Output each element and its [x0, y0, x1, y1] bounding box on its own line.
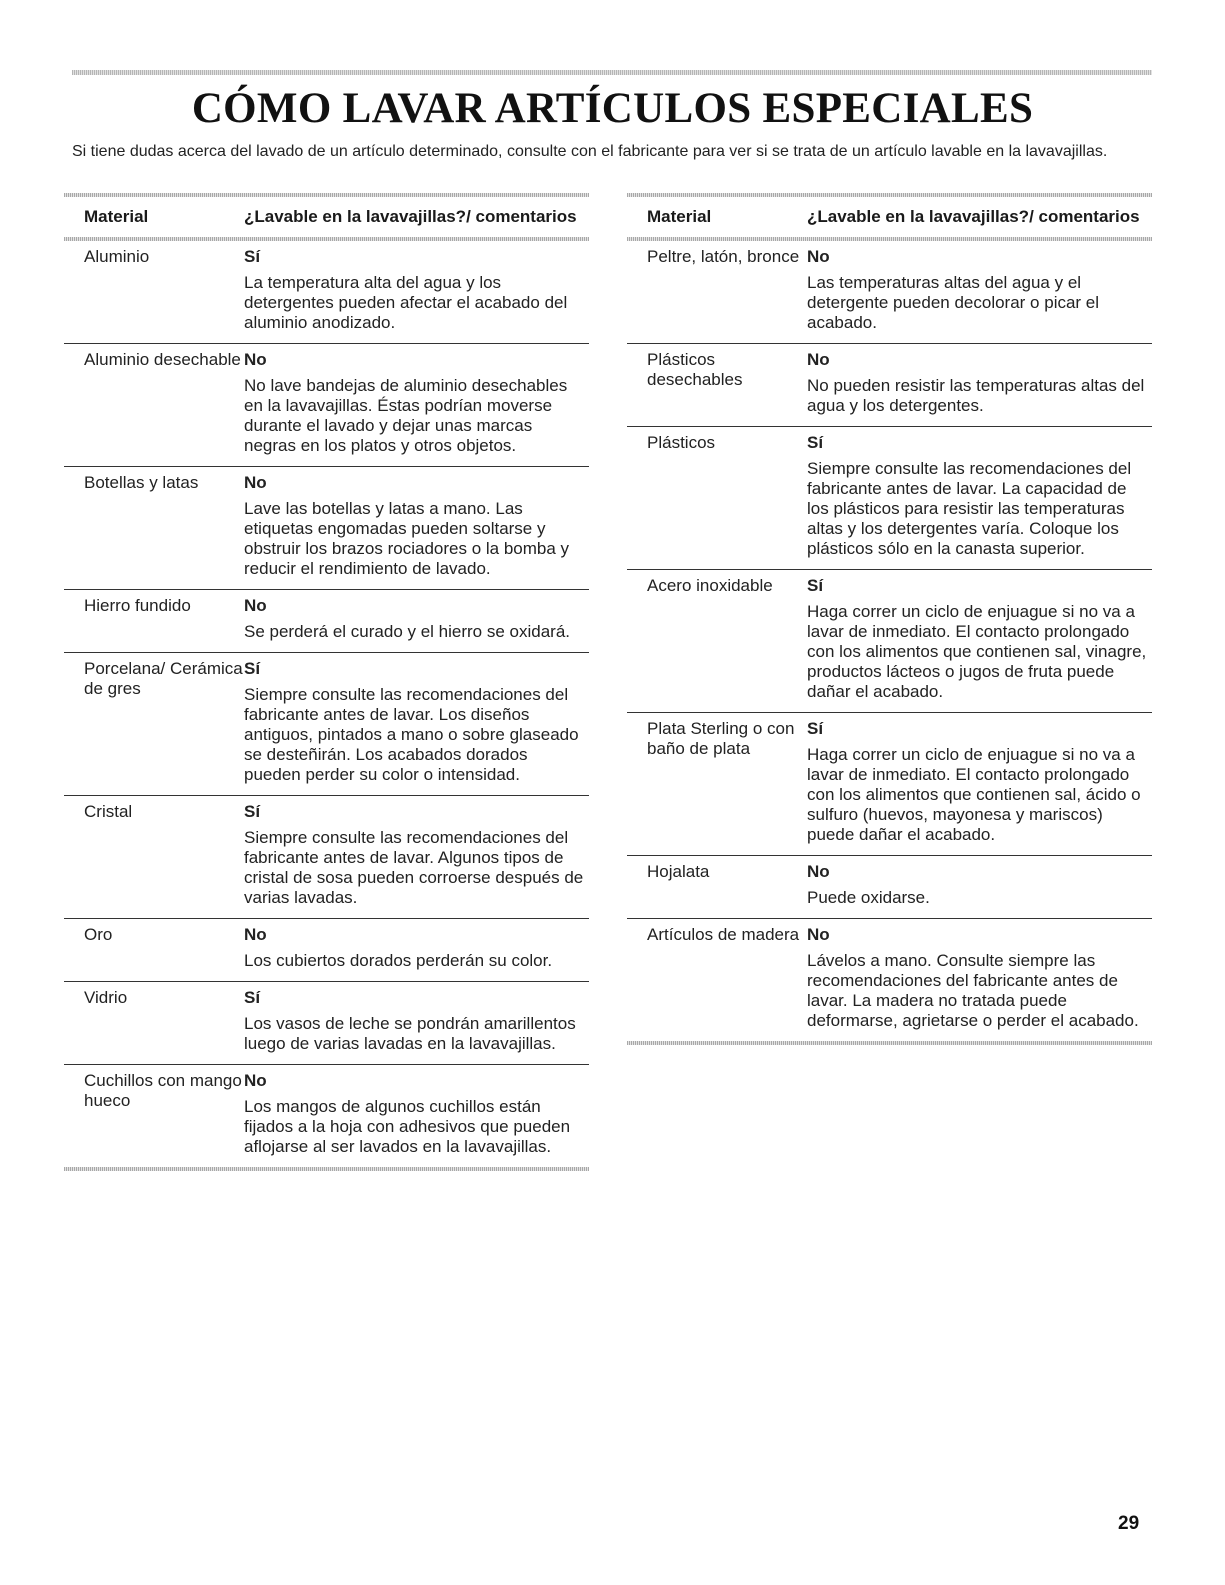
- comment-cell: [807, 433, 1147, 559]
- comment-text: Siempre consulte las recomendaciones del fabricante antes de lavar. Los diseños antiguos, pintados a mano o sobre glaseado se desteñirán. Los acabados dorados pueden perder su color o intensidad.: [244, 685, 579, 784]
- dishwasher-safe-verdict: Sí: [807, 576, 824, 595]
- table-bottom-rule: [64, 1167, 589, 1171]
- table-bottom-rule: [627, 1041, 1152, 1045]
- table-row: [627, 856, 1152, 919]
- material-cell: Peltre, latón, bronce: [647, 247, 800, 266]
- material-cell: Cuchillos con mango hueco: [84, 1071, 242, 1110]
- material-cell: Hojalata: [647, 862, 710, 881]
- comment-cell: [807, 925, 1147, 1031]
- material-cell: Acero inoxidable: [647, 576, 773, 595]
- comment-cell: [244, 988, 584, 1054]
- comment-text: Se perderá el curado y el hierro se oxidará.: [244, 622, 571, 641]
- material-cell: Plata Sterling o con baño de plata: [647, 719, 795, 758]
- top-dotted-rule: [72, 70, 1152, 75]
- page-title: CÓMO LAVAR ARTÍCULOS ESPECIALES: [191, 85, 1034, 132]
- comment-text: Siempre consulte las recomendaciones del fabricante antes de lavar. Algunos tipos de cristal de sosa pueden corroerse después de varias lavadas.: [244, 828, 584, 907]
- comment-cell: [244, 925, 584, 971]
- material-cell: Botellas y latas: [84, 473, 199, 492]
- comment-text: Lávelos a mano. Consulte siempre las recomendaciones del fabricante antes de lavar. La madera no tratada puede deformarse, agrietarse o perder el acabado.: [807, 951, 1139, 1030]
- header-material: Material: [84, 207, 149, 226]
- comment-text: Haga correr un ciclo de enjuague si no va a lavar de inmediato. El contacto prolongado con los alimentos que contienen sal, vinagre, productos lácteos o jugos de fruta puede dañar el acabado.: [807, 602, 1147, 701]
- material-cell: Plásticos: [647, 433, 716, 452]
- table-row: [64, 590, 589, 653]
- comment-text: Haga correr un ciclo de enjuague si no va a lavar de inmediato. El contacto prolongado con los alimentos que contienen sal, ácido o sulfuro (huevos, mayonesa y mariscos) puede dañar el acabado.: [807, 745, 1141, 844]
- table-row: [64, 982, 589, 1065]
- table-row: [64, 467, 589, 590]
- material-cell: Vidrio: [84, 988, 128, 1007]
- dishwasher-safe-verdict: No: [807, 350, 830, 369]
- comment-cell: [244, 247, 584, 333]
- comment-text: Puede oxidarse.: [807, 888, 930, 907]
- dishwasher-safe-verdict: No: [244, 350, 267, 369]
- right-rows: [627, 241, 1152, 1041]
- comment-cell: [244, 350, 584, 456]
- table-row: [64, 241, 589, 344]
- comment-cell: [807, 247, 1147, 333]
- material-cell: Porcelana/ Cerámica de gres: [84, 659, 243, 698]
- dishwasher-safe-verdict: No: [244, 1071, 267, 1090]
- table-row: [64, 653, 589, 796]
- left-table: [64, 193, 589, 1171]
- comment-cell: [244, 596, 584, 642]
- material-cell: Aluminio: [84, 247, 150, 266]
- table-row: [64, 796, 589, 919]
- dishwasher-safe-verdict: Sí: [807, 433, 824, 452]
- comment-cell: [807, 576, 1147, 702]
- table-row: [627, 713, 1152, 856]
- header-material: Material: [647, 207, 712, 226]
- comment-cell: [807, 350, 1147, 416]
- comment-text: No lave bandejas de aluminio desechables en la lavavajillas. Éstas podrían moverse durante el lavado y dejar unas marcas negras en los platos y otros objetos.: [244, 376, 568, 455]
- table-row: [627, 241, 1152, 344]
- dishwasher-safe-verdict: Sí: [244, 988, 261, 1007]
- table-row: [64, 1065, 589, 1167]
- comment-cell: [244, 473, 584, 579]
- comment-cell: [807, 719, 1147, 845]
- page-number: 29: [1118, 1513, 1140, 1534]
- dishwasher-safe-verdict: No: [244, 596, 267, 615]
- comment-cell: [244, 659, 584, 785]
- table-row: [627, 570, 1152, 713]
- dishwasher-safe-verdict: Sí: [244, 659, 261, 678]
- dishwasher-safe-verdict: No: [244, 925, 267, 944]
- comment-text: Los mangos de algunos cuchillos están fijados a la hoja con adhesivos que pueden aflojarse al ser lavados en la lavavajillas.: [244, 1097, 571, 1156]
- table-row: [627, 919, 1152, 1041]
- table-row: [64, 344, 589, 467]
- comment-text: Siempre consulte las recomendaciones del fabricante antes de lavar. La capacidad de los plásticos para resistir las temperaturas altas y los detergentes varía. Coloque los plásticos sólo en la canasta superior.: [807, 459, 1132, 558]
- comment-text: Lave las botellas y latas a mano. Las etiquetas engomadas pueden soltarse y obstruir los brazos rociadores o la bomba y reducir el rendimiento de lavado.: [244, 499, 570, 578]
- left-rows: [64, 241, 589, 1167]
- dishwasher-safe-verdict: No: [244, 473, 267, 492]
- comment-text: Los vasos de leche se pondrán amarillentos luego de varias lavadas en la lavavajillas.: [244, 1014, 576, 1053]
- comment-text: La temperatura alta del agua y los detergentes pueden afectar el acabado del aluminio anodizado.: [244, 273, 568, 332]
- intro-paragraph: Si tiene dudas acerca del lavado de un artículo determinado, consulte con el fabricante para ver si se trata de un artículo lavable en la lavavajillas.: [72, 143, 1108, 160]
- comment-cell: [807, 862, 1147, 908]
- material-cell: Hierro fundido: [84, 596, 191, 615]
- material-cell: Aluminio desechable: [84, 350, 241, 369]
- dishwasher-safe-verdict: No: [807, 862, 830, 881]
- material-cell: Artículos de madera: [647, 925, 800, 944]
- dishwasher-safe-verdict: Sí: [807, 719, 824, 738]
- dishwasher-safe-verdict: No: [807, 925, 830, 944]
- header-comments: ¿Lavable en la lavavajillas?/ comentarios: [807, 207, 1140, 226]
- material-cell: Cristal: [84, 802, 133, 821]
- dishwasher-safe-verdict: Sí: [244, 247, 261, 266]
- table-row: [64, 919, 589, 982]
- table-row: [627, 344, 1152, 427]
- comment-text: Las temperaturas altas del agua y el detergente pueden decolorar o picar el acabado.: [807, 273, 1100, 332]
- header-comments: ¿Lavable en la lavavajillas?/ comentarios: [244, 207, 577, 226]
- dishwasher-safe-verdict: Sí: [244, 802, 261, 821]
- table-header: [627, 197, 1152, 237]
- comment-cell: [244, 802, 584, 908]
- material-cell: Oro: [84, 925, 113, 944]
- dishwasher-safe-verdict: No: [807, 247, 830, 266]
- table-header: [64, 197, 589, 237]
- right-table: [627, 193, 1152, 1045]
- table-row: [627, 427, 1152, 570]
- comment-cell: [244, 1071, 584, 1157]
- comment-text: No pueden resistir las temperaturas altas del agua y los detergentes.: [807, 376, 1145, 415]
- comment-text: Los cubiertos dorados perderán su color.: [244, 951, 553, 970]
- material-cell: Plásticos desechables: [647, 350, 743, 389]
